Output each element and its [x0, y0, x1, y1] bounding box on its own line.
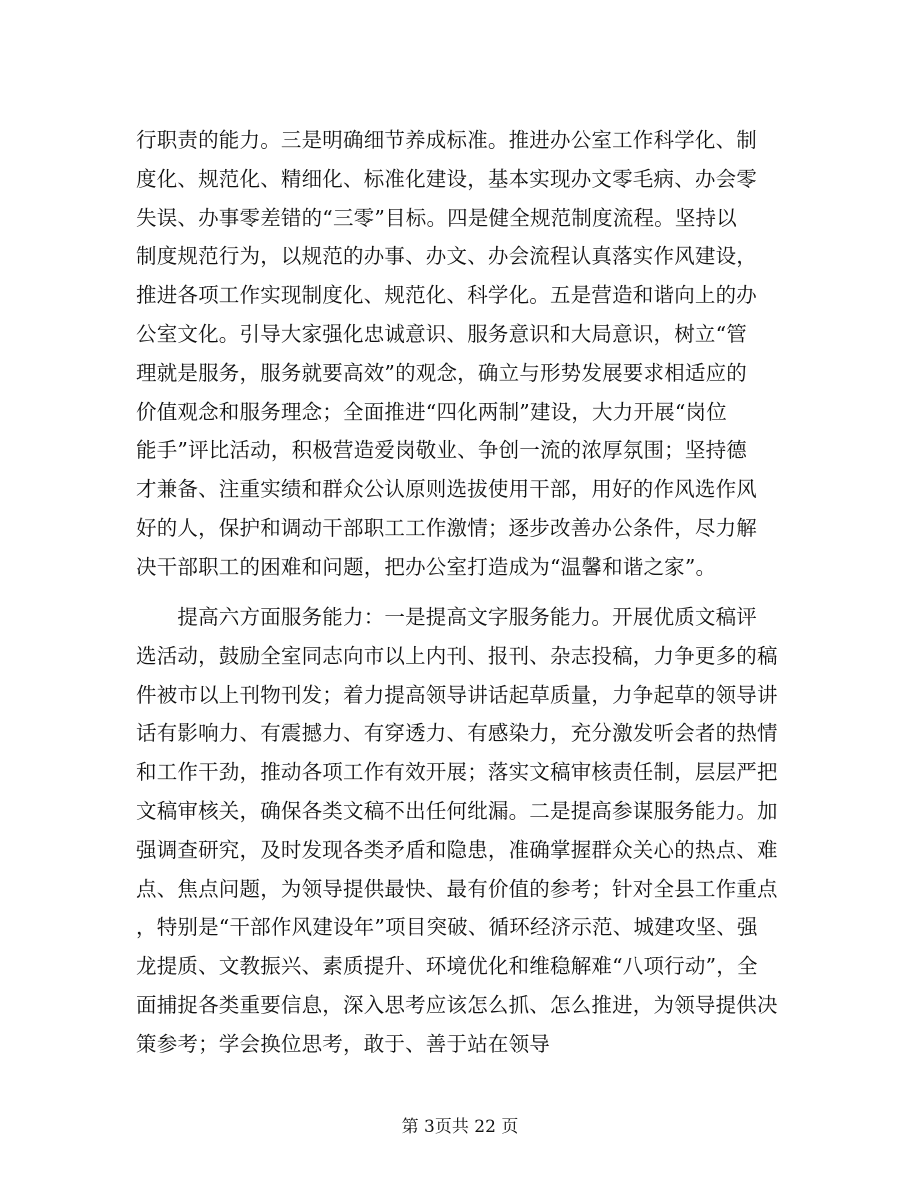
text-line: 和工作干劲，推动各项工作有效开展；落实文稿审核责任制，层层严把 [136, 760, 778, 785]
text-line: 龙提质、文教振兴、素质提升、环境优化和维稳解难“八项行动”，全 [136, 954, 758, 979]
text-line: 面捕捉各类重要信息，深入思考应该怎么抓、怎么推进，为领导提供决 [136, 992, 778, 1017]
body-paragraph [136, 121, 786, 587]
text-line: 推进各项工作实现制度化、规范化、科学化。五是营造和谐向上的办 [136, 283, 757, 308]
text-line: 价值观念和服务理念；全面推进“四化两制”建设，大力开展“岗位 [136, 399, 727, 424]
text-line: 公室文化。引导大家强化忠诚意识、服务意识和大局意识，树立“管 [136, 321, 747, 346]
text-line: 理就是服务，服务就要高效”的观念，确立与形势发展要求相适应的 [136, 360, 747, 385]
body-paragraph [136, 598, 786, 1064]
text-line: 强调查研究，及时发现各类矛盾和隐患，准确掌握群众关心的热点、难 [136, 837, 778, 862]
text-line: 能手”评比活动，积极营造爱岗敬业、争创一流的浓厚氛围；坚持德 [136, 438, 747, 463]
text-line: 话有影响力、有震撼力、有穿透力、有感染力，充分激发听会者的热情 [136, 721, 778, 746]
text-line: 文稿审核关，确保各类文稿不出任何纰漏。二是提高参谋服务能力。加 [136, 798, 778, 823]
page-number-footer: 第 3页共 22 页 [401, 1117, 519, 1137]
text-line: 件被市以上刊物刊发；着力提高领导讲话起草质量，力争起草的领导讲 [136, 682, 778, 707]
text-line: 提高六方面服务能力：一是提高文字服务能力。开展优质文稿评 [136, 605, 757, 629]
text-line: 选活动，鼓励全室同志向市以上内刊、报刊、杂志投稿，力争更多的稿 [136, 643, 778, 668]
text-line: 点、焦点问题，为领导提供最快、最有价值的参考；针对全县工作重点 [136, 876, 778, 901]
text-line: 度化、规范化、精细化、标准化建设，基本实现办文零毛病、办会零 [136, 166, 757, 191]
text-line: 失误、办事零差错的“三零”目标。四是健全规范制度流程。坚持以 [136, 205, 737, 230]
text-line: 决干部职工的困难和问题，把办公室打造成为“温馨和谐之家”。 [136, 554, 717, 579]
text-line: 好的人，保护和调动干部职工工作激情；逐步改善办公条件，尽力解 [136, 515, 757, 540]
text-line: 才兼备、注重实绩和群众公认原则选拔使用干部，用好的作风选作风 [136, 477, 757, 502]
text-line: 制度规范行为，以规范的办事、办文、办会流程认真落实作风建设， [136, 244, 757, 269]
text-line: 策参考；学会换位思考，敢于、善于站在领导 [136, 1031, 550, 1056]
text-line: 行职责的能力。三是明确细节养成标准。推进办公室工作科学化、制 [136, 128, 757, 152]
text-line: ，特别是“干部作风建设年”项目突破、循环经济示范、城建攻坚、强 [136, 915, 758, 940]
